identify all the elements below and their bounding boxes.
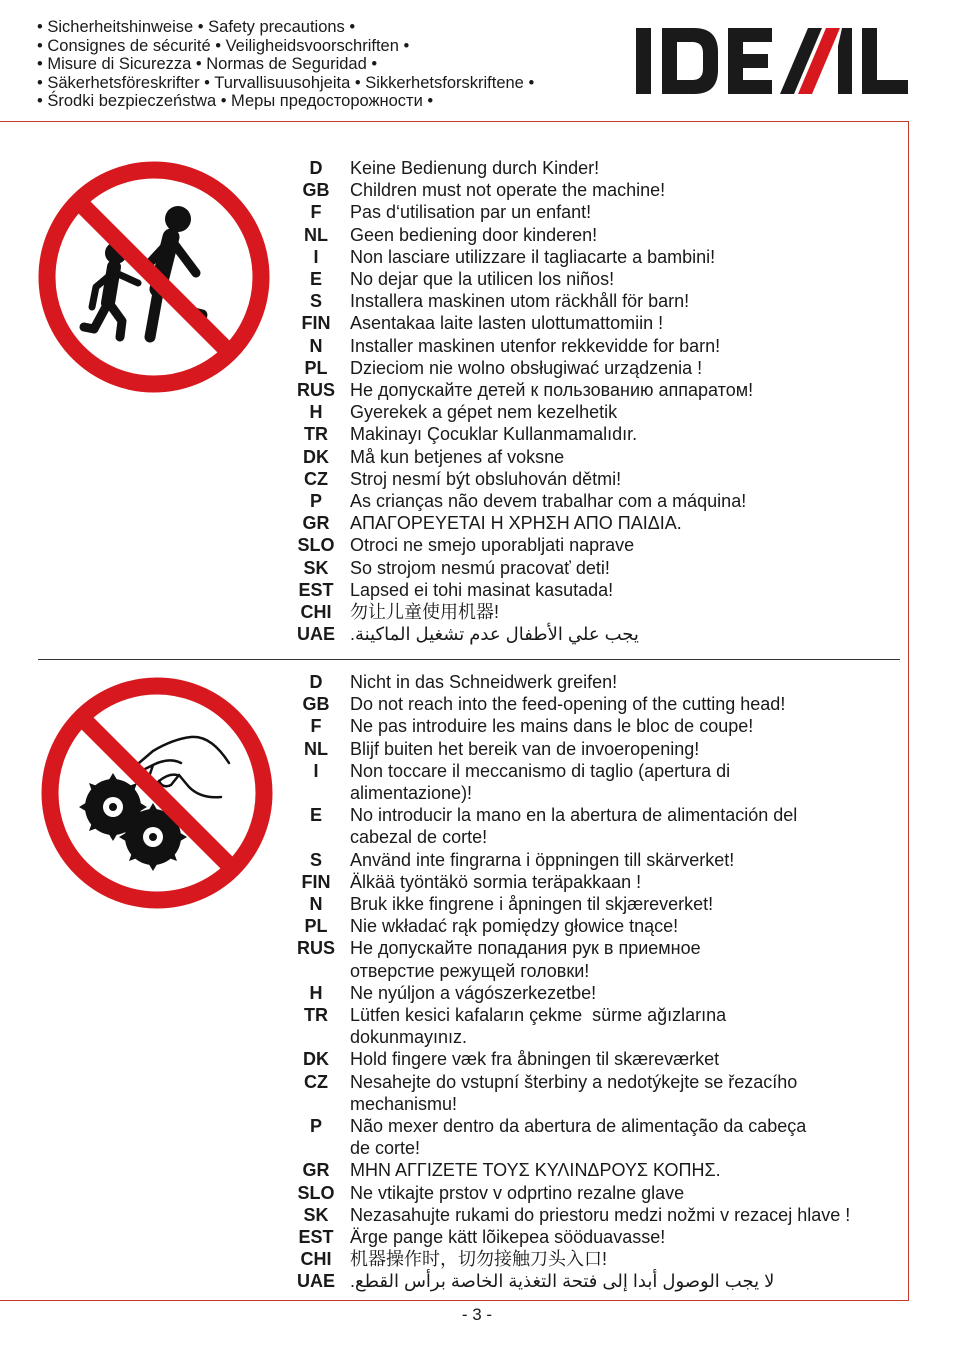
list-item: [292, 671, 907, 693]
warning-text: Blijf buiten het bereik van de invoeropening!: [350, 738, 700, 759]
list-item: [292, 1071, 907, 1115]
warning-text: Не допускайте попадания рук в приемное отверстие режущей головки!: [350, 938, 701, 981]
list-item: [292, 224, 907, 246]
language-code: FIN: [301, 313, 331, 334]
list-item: [292, 246, 907, 268]
list-item: [292, 1226, 907, 1248]
warning-text: Otroci ne smejo uporabljati naprave: [350, 535, 635, 556]
warning-text: No introducir la mano en la abertura de alimentación del cabezal de corte!: [350, 805, 798, 848]
warning-text: .لا يجب الوصول أبدا إلى فتحة التغذية الخاصة برأس القطع: [350, 1271, 775, 1292]
list-item: [292, 201, 907, 223]
list-item: [292, 534, 907, 556]
warning-text: Nicht in das Schneidwerk greifen!: [350, 672, 618, 692]
list-item: [292, 401, 907, 423]
list-item: [292, 357, 907, 379]
section-divider: [38, 659, 900, 660]
list-item: [292, 490, 907, 512]
safety-precautions-heading: [37, 18, 534, 111]
list-item: [292, 1115, 907, 1159]
list-item: [292, 871, 907, 893]
heading-line: • Misure di Sicurezza • Normas de Seguridad •: [37, 55, 378, 74]
warning-text: Älkää työntäkö sormia teräpakkaan !: [350, 871, 642, 892]
list-item: [292, 379, 907, 401]
list-item: [292, 1048, 907, 1070]
page-number: - 3 -: [461, 1305, 493, 1324]
language-code: H: [309, 982, 323, 1003]
list-item: [292, 693, 907, 715]
warning-text: Installera maskinen utom räckhåll för barn!: [350, 291, 690, 312]
list-item: [292, 937, 907, 981]
language-code: PL: [304, 357, 328, 378]
list-item: [292, 157, 907, 179]
language-code: UAE: [296, 1271, 335, 1292]
no-children-icon: [38, 161, 270, 393]
warning-text: As crianças não devem trabalhar com a máquina!: [350, 491, 747, 512]
list-item: [292, 579, 907, 601]
language-code: SK: [303, 557, 329, 578]
list-item: [292, 804, 907, 848]
frame-right-line: [908, 121, 909, 1301]
list-item: [292, 982, 907, 1004]
warning-text: Makinayı Çocuklar Kullanmamalıdır.: [350, 424, 638, 445]
language-code: GB: [302, 694, 330, 715]
warning-text: Använd inte fingrarna i öppningen till skärverket!: [350, 849, 735, 870]
list-item: [292, 1270, 907, 1292]
language-code: EST: [298, 579, 334, 600]
warning-text: Gyerekek a gépet nem kezelhetik: [350, 402, 618, 423]
frame-bottom-line: [0, 1300, 909, 1301]
language-code: I: [313, 246, 319, 267]
warning-text: Nezasahujte rukami do priestoru medzi nožmi v rezacej hlave !: [350, 1204, 851, 1225]
list-item: [292, 268, 907, 290]
language-code: CZ: [304, 1071, 328, 1092]
language-code: F: [310, 202, 322, 223]
list-item: [292, 1159, 907, 1181]
warning-text: Geen bediening door kinderen!: [350, 224, 598, 245]
list-item: [292, 468, 907, 490]
warning-text: Lapsed ei tohi masinat kasutada!: [350, 579, 614, 600]
warning-text: Ne pas introduire les mains dans le bloc de coupe!: [350, 716, 754, 737]
language-code: E: [309, 805, 322, 826]
language-code: GB: [302, 180, 330, 201]
warning-text: Children must not operate the machine!: [350, 180, 666, 201]
warning-text: Não mexer dentro da abertura de alimentação da cabeça de corte!: [350, 1116, 807, 1159]
warning-text: .يجب علي الأطفال عدم تشغيل الماكينة: [350, 624, 639, 645]
warning-text: Ärge pange kätt lõikepea sööduavasse!: [350, 1227, 666, 1248]
list-item: [292, 915, 907, 937]
language-code: GR: [302, 513, 330, 534]
warning-text: Ne nyúljon a vágószerkezetbe!: [350, 982, 597, 1003]
list-item: [292, 423, 907, 445]
language-code: I: [313, 760, 319, 781]
warning-text: Installer maskinen utenfor rekkevidde for barn!: [350, 335, 721, 356]
warning-text: Lütfen kesici kafaların çekme sürme ağızlarına dokunmayınız.: [350, 1005, 727, 1048]
warning-text: Stroj nesmí být obsluhován dětmi!: [350, 468, 622, 489]
warning-text: Må kun betjenes af voksne: [350, 446, 565, 467]
warning-text: Nesahejte do vstupní šterbiny a nedotýkejte se řezacího mechanismu!: [350, 1071, 798, 1114]
language-code: P: [309, 1116, 322, 1137]
list-item: [292, 1004, 907, 1048]
language-code: D: [309, 158, 323, 178]
language-code: SK: [303, 1204, 329, 1225]
list-item: [292, 623, 907, 645]
language-code: N: [309, 335, 323, 356]
list-item: [292, 290, 907, 312]
language-code: CHI: [300, 1249, 332, 1270]
list-item: [292, 1182, 907, 1204]
language-code: N: [309, 894, 323, 915]
language-code: TR: [304, 424, 328, 445]
heading-line: • Consignes de sécurité • Veiligheidsvoorschriften •: [37, 36, 410, 55]
warning-text: Dzieciom nie wolno obsługiwać urządzenia !: [350, 357, 703, 378]
language-code: SLO: [297, 1182, 335, 1203]
warning-text: Bruk ikke fingrene i åpningen til skjæreverket!: [350, 894, 714, 915]
heading-line: • Środki bezpieczeństwa • Меры предосторожности •: [37, 92, 434, 111]
ideal-logo: [636, 26, 908, 96]
language-code: RUS: [296, 938, 335, 959]
list-item: [292, 312, 907, 334]
warning-text: Nie wkładać rąk pomiędzy głowice tnące!: [350, 916, 679, 937]
warning-text: So strojom nesmú pracovať deti!: [350, 557, 610, 578]
list-item: [292, 446, 907, 468]
language-code: DK: [303, 1049, 329, 1070]
frame-top-line: [0, 121, 909, 122]
language-code: UAE: [296, 624, 335, 645]
language-code: TR: [304, 1005, 328, 1026]
warning-text: Asentakaa laite lasten ulottumattomiin !: [350, 313, 664, 334]
language-code: GR: [302, 1160, 330, 1181]
language-code: PL: [304, 916, 328, 937]
warning-text: Ne vtikajte prstov v odprtino rezalne glave: [350, 1182, 685, 1203]
warning-text: Non toccare il meccanismo di taglio (apertura di alimentazione)!: [350, 760, 731, 804]
language-code: H: [309, 402, 323, 423]
warning-text: 勿让儿童使用机器!: [350, 602, 500, 623]
warning-text: Non lasciare utilizzare il tagliacarte a bambini!: [350, 246, 716, 267]
list-item: [292, 893, 907, 915]
list-item: [292, 738, 907, 760]
list-item: [292, 335, 907, 357]
language-code: S: [309, 291, 322, 312]
heading-line: • Sicherheitshinweise • Safety precautions •: [37, 18, 356, 36]
warning-text: Do not reach into the feed-opening of the cutting head!: [350, 694, 786, 715]
warning-text: ΜΗΝ ΑΓΓΙΖΕΤΕ ΤΟΥΣ ΚΥΛΙΝΔΡΟΥΣ ΚΟΠΗΣ.: [350, 1160, 721, 1181]
language-code: FIN: [301, 871, 331, 892]
language-code: S: [309, 849, 322, 870]
warning-text: ΑΠΑΓΟΡΕΥΕΤΑΙ Η ΧΡΗΣΗ ΑΠΟ ΠΑΙΔΙΑ.: [350, 513, 682, 534]
language-code: D: [309, 672, 323, 692]
list-item: [292, 1204, 907, 1226]
warning-text: Hold fingere væk fra åbningen til skæreværket: [350, 1049, 720, 1070]
warning-list-cutting-head: [292, 671, 907, 1293]
language-code: CZ: [304, 468, 328, 489]
warning-text: Keine Bedienung durch Kinder!: [350, 158, 600, 178]
language-code: NL: [304, 738, 328, 759]
warning-list-children: [292, 157, 907, 645]
warning-text: No dejar que la utilicen los niños!: [350, 269, 615, 290]
language-code: DK: [303, 446, 329, 467]
list-item: [292, 760, 907, 804]
warning-text: Не допускайте детей к пользованию аппаратом!: [350, 380, 754, 401]
list-item: [292, 849, 907, 871]
language-code: RUS: [296, 380, 335, 401]
warning-text: 机器操作时，切勿接触刀头入口!: [350, 1249, 607, 1270]
list-item: [292, 601, 907, 623]
language-code: CHI: [300, 602, 332, 623]
language-code: EST: [298, 1227, 334, 1248]
heading-line: • Säkerhetsföreskrifter • Turvallisuusohjeita • Sikkerhetsforskriftene •: [37, 73, 535, 92]
language-code: SLO: [297, 535, 335, 556]
list-item: [292, 179, 907, 201]
language-code: E: [309, 269, 322, 290]
language-code: F: [310, 716, 322, 737]
warning-text: Pas d‘utilisation par un enfant!: [350, 202, 592, 223]
list-item: [292, 715, 907, 737]
list-item: [292, 1248, 907, 1270]
language-code: P: [309, 491, 322, 512]
language-code: NL: [304, 224, 328, 245]
list-item: [292, 512, 907, 534]
list-item: [292, 557, 907, 579]
no-hands-in-cutting-head-icon: [41, 677, 273, 909]
